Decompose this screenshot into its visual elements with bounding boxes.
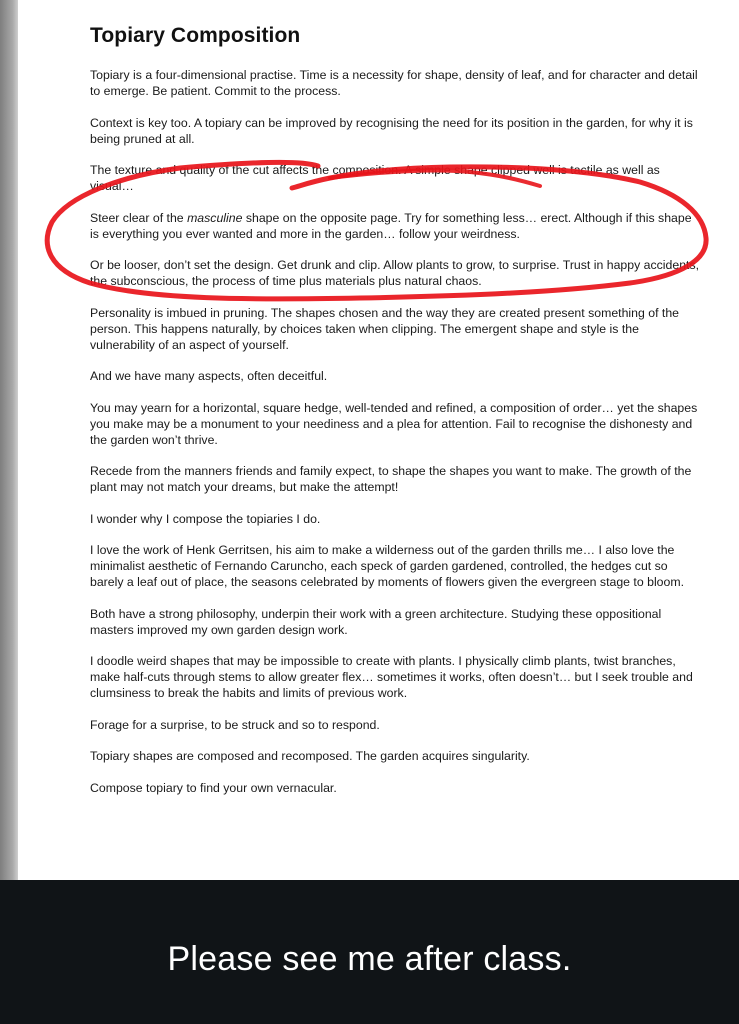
document-page: [18, 0, 739, 880]
paragraph-14: Forage for a surprise, to be struck and so to respond.: [90, 717, 380, 732]
paragraph-10: I wonder why I compose the topiaries I do.: [90, 511, 321, 526]
paragraph-6: Personality is imbued in pruning. The shapes chosen and the way they are created present something of the person. This happens naturally, by choices taken when clipping. The emergent shape and style is the vulnerability of an aspect of yourself.: [90, 305, 680, 352]
paragraph-7: And we have many aspects, often deceitful.: [90, 369, 328, 383]
paragraph-4: [90, 210, 700, 242]
caption-banner: [0, 880, 739, 1024]
paragraph-12: Both have a strong philosophy, underpin their work with a green architecture. Studying these oppositional masters improved my own garden design work.: [90, 606, 662, 637]
paragraph-15: Topiary shapes are composed and recomposed. The garden acquires singularity.: [90, 749, 530, 763]
paragraph-11: I love the work of Henk Gerritsen, his aim to make a wilderness out of the garden thrills me… I also love the minimalist aesthetic of Fernando Caruncho, each speck of garden gardened, controlled, the hedges cut so barely a leaf out of place, the seasons celebrated by moments of flowers given the evergreen stage to bloom.: [90, 543, 685, 589]
paragraph-4-emphasis: masculine: [187, 210, 243, 225]
paragraph-1: Topiary is a four-dimensional practise. Time is a necessity for shape, density of leaf, and for character and detail to emerge. Be patient. Commit to the process.: [90, 68, 698, 98]
paragraph-9: Recede from the manners friends and family expect, to shape the shapes you want to make. The growth of the plant may not match your dreams, but make the attempt!: [90, 464, 692, 494]
paragraph-2: Context is key too. A topiary can be improved by recognising the need for its position in the garden, for why it is being pruned at all.: [90, 115, 693, 146]
paragraph-4-before: Steer clear of the: [90, 210, 188, 225]
paragraph-16: Compose topiary to find your own vernacular.: [90, 780, 337, 795]
paragraph-13: I doodle weird shapes that may be impossible to create with plants. I physically climb plants, twist branches, make half-cuts through stems to allow greater flex… sometimes it works, often doesn’t… but I seek trouble and clumsiness to break the habits and limits of previous work.: [90, 654, 693, 700]
page-edge-shadow: [0, 0, 18, 880]
paragraph-3: The texture and quality of the cut affects the composition. A simple shape clipped well is tactile as well as visual…: [90, 163, 660, 193]
paragraph-8: You may yearn for a horizontal, square hedge, well-tended and refined, a composition of order… yet the shapes you make may be a monument to your neediness and a plea for attention. Fail to recognise the dishonesty and the garden won’t thrive.: [90, 400, 698, 447]
document-body: [90, 67, 700, 811]
paragraph-5: Or be looser, don’t set the design. Get drunk and clip. Allow plants to grow, to surprise. Trust in happy accidents, the subconscious, the process of time plus materials plus natural chaos.: [90, 258, 700, 288]
document-title: Topiary Composition: [90, 24, 301, 47]
paragraph-4-after: shape on the opposite page. Try for something less… erect. Although if this shape is everything you ever wanted and more in the garden… follow your weirdness.: [90, 210, 692, 241]
caption-text: Please see me after class.: [167, 939, 572, 978]
